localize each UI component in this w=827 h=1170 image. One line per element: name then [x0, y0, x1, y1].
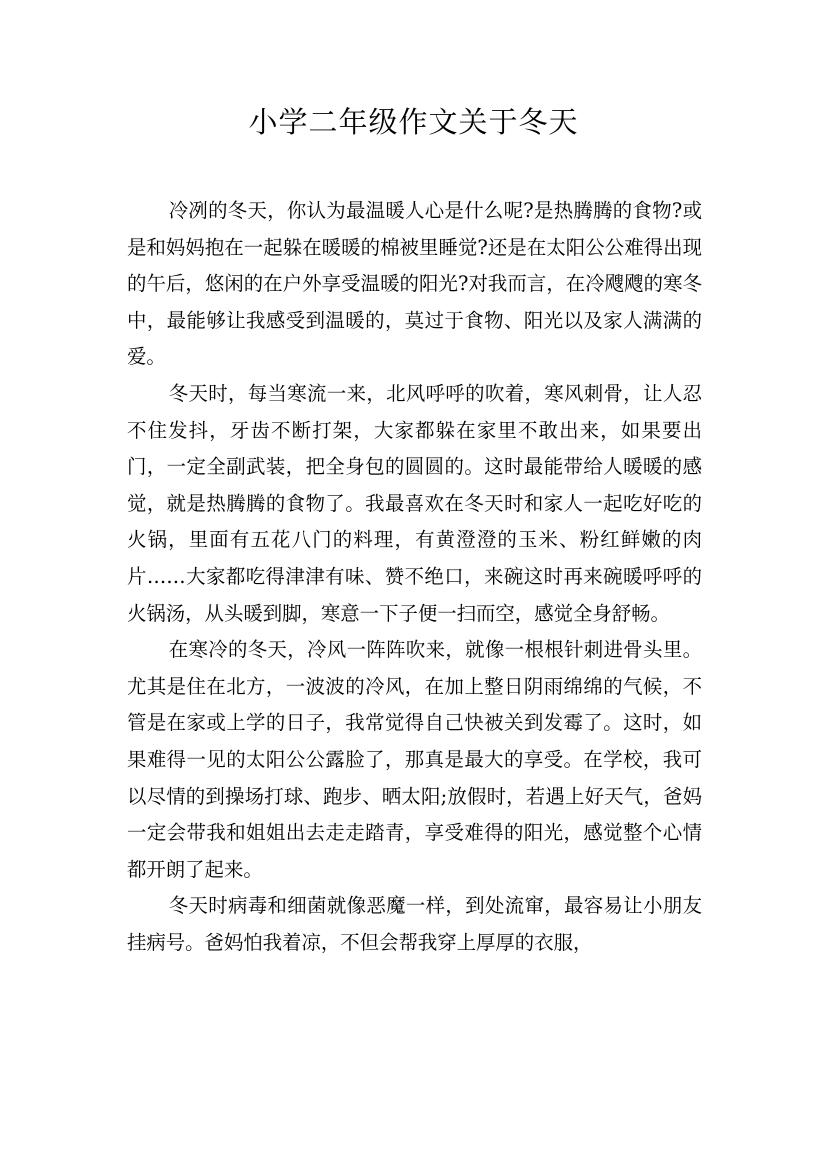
paragraph: 冷冽的冬天，你认为最温暖人心是什么呢?是热腾腾的食物?或是和妈妈抱在一起躲在暖暖的棉被里睡觉?还是在太阳公公难得出现的午后，悠闲的在户外享受温暖的阳光?对我而言，在冷飕飕的寒冬中，最能够让我感受到温暖的，莫过于食物、阳光以及家人满满的爱。	[127, 199, 702, 369]
document-body	[127, 193, 702, 961]
paragraph: 冬天时病毒和细菌就像恶魔一样，到处流窜，最容易让小朋友挂病号。爸妈怕我着凉，不但会帮我穿上厚厚的衣服，	[127, 894, 702, 954]
paragraph: 冬天时，每当寒流一来，北风呼呼的吹着，寒风刺骨，让人忍不住发抖，牙齿不断打架，大家都躲在家里不敢出来，如果要出门，一定全副武装，把全身包的圆圆的。这时最能带给人暖暖的感觉，就是热腾腾的食物了。我最喜欢在冬天时和家人一起吃好吃的火锅，里面有五花八门的料理，有黄澄澄的玉米、粉红鲜嫩的肉片……大家都吃得津津有味、赞不绝口，来碗这时再来碗暖呼呼的火锅汤，从头暖到脚，寒意一下子便一扫而空，感觉全身舒畅。	[127, 381, 702, 625]
document-title: 小学二年级作文关于冬天	[248, 105, 579, 139]
paragraph: 在寒冷的冬天，冷风一阵阵吹来，就像一根根针刺进骨头里。尤其是住在北方，一波波的冷风，在加上整日阴雨绵绵的气候，不管是在家或上学的日子，我常觉得自己快被关到发霉了。这时，如果难得一见的太阳公公露脸了，那真是最大的享受。在学校，我可以尽情的到操场打球、跑步、晒太阳;放假时，若遇上好天气，爸妈一定会带我和姐姐出去走走踏青，享受难得的阳光，感觉整个心情都开朗了起来。	[127, 638, 702, 881]
